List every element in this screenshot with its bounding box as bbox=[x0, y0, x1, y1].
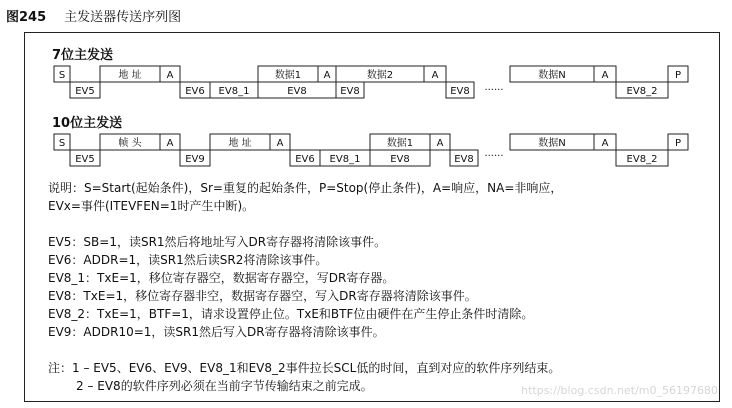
seq10-event-label-2: EV6 bbox=[295, 154, 315, 165]
seq10-cell-label-9: P bbox=[674, 138, 682, 149]
note-2: 2 – EV8的软件序列必须在当前字节传输结束之前完成。 bbox=[76, 379, 373, 393]
seq7-event-label-5: EV8 bbox=[450, 86, 470, 97]
seq10-cell-label-0: S bbox=[58, 138, 66, 149]
seq7-event-label-2: EV8_1 bbox=[218, 86, 250, 97]
seq10-cell-label-4: A bbox=[276, 138, 284, 149]
seq7-event-label-4: EV8 bbox=[340, 86, 360, 97]
event-ev8-2: EV8_2：TxE=1，BTF=1，请求设置停止位。TxE和BTF位由硬件在产生停止条件时清除。 bbox=[48, 307, 534, 321]
seq10-heading: 10位主发送 bbox=[52, 116, 123, 131]
seq7-heading: 7位主发送 bbox=[52, 48, 114, 63]
event-ev9: EV9：ADDR10=1，读SR1然后写入DR寄存器将清除该事件。 bbox=[48, 325, 385, 339]
seq7-cell-label-9: P bbox=[674, 70, 682, 81]
seq10-event-label-6: EV8_2 bbox=[626, 154, 658, 165]
seq10-cell-label-7: 数据N bbox=[538, 138, 566, 149]
figure-number: 图245 bbox=[6, 10, 47, 25]
legend-line-1: 说明：S=Start(起始条件)，Sr=重复的起始条件，P=Stop(停止条件)，A=响应，NA=非响应， bbox=[48, 181, 563, 195]
event-ev5: EV5：SB=1，读SR1然后将地址写入DR寄存器将清除该事件。 bbox=[48, 235, 387, 249]
seq7-cell-label-1: 地 址 bbox=[118, 70, 142, 81]
seq10-cell-label-3: 地 址 bbox=[228, 138, 252, 149]
seq7-cell-label-3: 数据1 bbox=[274, 70, 302, 81]
event-ev8-1: EV8_1：TxE=1，移位寄存器空，数据寄存器空，写DR寄存器。 bbox=[48, 271, 395, 285]
seq7-cell-label-0: S bbox=[58, 70, 66, 81]
seq10-event-label-5: EV8 bbox=[454, 154, 474, 165]
watermark: https://blog.csdn.net/m0_56197680 bbox=[521, 384, 718, 397]
seq10-ellipsis: ...... bbox=[484, 148, 504, 159]
seq10-cell-label-1: 帧 头 bbox=[118, 138, 142, 149]
seq7-cell-label-5: 数据2 bbox=[366, 70, 394, 81]
seq7-event-label-0: EV5 bbox=[75, 86, 95, 97]
seq10-cell-label-2: A bbox=[166, 138, 174, 149]
seq10-cell-label-5: 数据1 bbox=[386, 138, 414, 149]
seq10-cell-label-6: A bbox=[436, 138, 444, 149]
seq10-event-label-0: EV5 bbox=[75, 154, 95, 165]
figure-title: 主发送器传送序列图 bbox=[64, 10, 182, 25]
seq7-event-label-1: EV6 bbox=[185, 86, 205, 97]
legend-line-2: EVx=事件(ITEVFEN=1时产生中断)。 bbox=[48, 199, 255, 213]
seq10-cell-label-8: A bbox=[601, 138, 609, 149]
seq7-cell-label-2: A bbox=[166, 70, 174, 81]
seq10-event-label-3: EV8_1 bbox=[329, 154, 361, 165]
seq7-event-label-3: EV8 bbox=[287, 86, 307, 97]
seq10-event-label-1: EV9 bbox=[185, 154, 205, 165]
seq7-cell-label-4: A bbox=[323, 70, 331, 81]
seq7-ellipsis: ...... bbox=[484, 82, 504, 93]
seq7-event-label-6: EV8_2 bbox=[626, 86, 658, 97]
seq7-cell-label-7: 数据N bbox=[538, 70, 566, 81]
seq7-cell-label-6: A bbox=[431, 70, 439, 81]
note-1: 注：1 – EV5、EV6、EV9、EV8_1和EV8_2事件拉长SCL低的时间，直到对应的软件序列结束。 bbox=[48, 361, 561, 375]
event-ev8: EV8：TxE=1，移位寄存器非空，数据寄存器空，写入DR寄存器将清除该事件。 bbox=[48, 289, 477, 303]
seq7-cell-label-8: A bbox=[601, 70, 609, 81]
event-ev6: EV6：ADDR=1，读SR1然后读SR2将清除该事件。 bbox=[48, 253, 328, 267]
seq10-event-label-4: EV8 bbox=[390, 154, 410, 165]
